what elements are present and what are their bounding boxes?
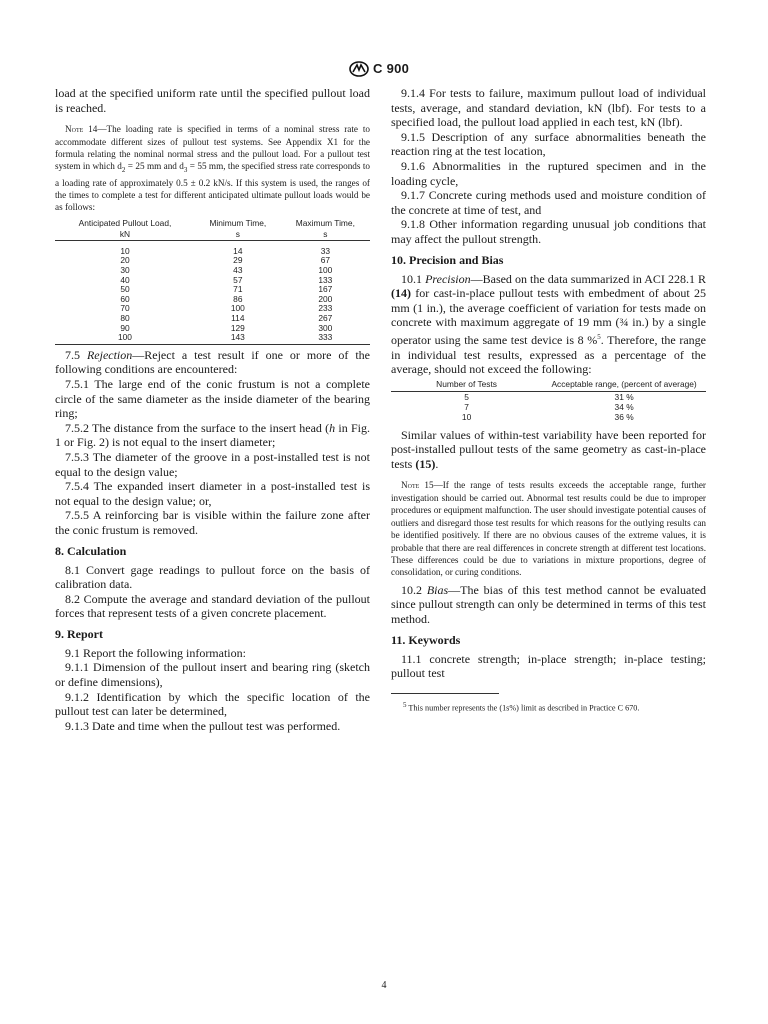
table-cell: 60	[120, 293, 130, 304]
table-cell: 34 %	[614, 401, 634, 412]
left-column	[55, 86, 370, 733]
table-cell: 40	[120, 274, 130, 285]
paragraph-9-1-5: 9.1.5 Description of any surface abnormalities beneath the reaction ring at the test location,	[391, 129, 706, 159]
table-cell: 129	[230, 322, 245, 333]
section-8-heading: 8. Calculation	[55, 543, 127, 558]
paragraph-7-5-1: 7.5.1 The large end of the conic frustum is not a complete circle of the same diameter as the inside diameter of the bearing ring;	[55, 376, 370, 421]
table-cell: 30	[120, 265, 130, 276]
paragraph-10-1: 10.1 Precision—Based on the data summarized in ACI 228.1 R (14) for cast-in-place pullout tests with embedment of about 25 mm (1 in.), the average coefficient of variation for tests made on concrete with maximum aggregate of 19 mm (¾ in.) by a single operator using the same test device is 8 %$^5$. Therefore, the range in individual test results, expressed as a percentage of the average, should not exceed the following:	[391, 271, 707, 377]
paragraph-9-1-8: 9.1.8 Other information regarding unusual job conditions that may affect the pullout strength.	[391, 217, 706, 246]
paragraph-9-1-2: 9.1.2 Identification by which the specific location of the pullout test can later be determined,	[55, 689, 370, 719]
table-cell: 36 %	[614, 411, 634, 422]
table-cell: 300	[318, 322, 333, 333]
load-table-header-cell: s	[281, 229, 370, 241]
precision-header-range: Acceptable range, (percent of average)	[542, 379, 706, 392]
table-cell: 200	[318, 293, 333, 304]
footnote-divider	[391, 693, 499, 694]
loading-time-table	[55, 218, 370, 345]
paragraph-9-1-7: 9.1.7 Concrete curing methods used and moisture condition of the concrete at time of test, and	[391, 188, 706, 217]
load-table-header-cell: s	[195, 229, 281, 241]
table-cell: 86	[233, 293, 243, 304]
table-cell: 7	[464, 401, 469, 412]
table-cell: 10	[461, 411, 472, 422]
table-cell: 71	[233, 284, 243, 295]
paragraph-7-5-4: 7.5.4 The expanded insert diameter in a post-installed test is not equal to the design value; or,	[55, 479, 370, 508]
table-cell: 20	[120, 255, 130, 266]
paragraph-similar-values: Similar values of within-test variability have been reported for post-installed pullout tests of the same geometry as cast-in-place tests (15).	[391, 427, 706, 471]
load-table-header-row	[55, 218, 370, 229]
paragraph-8-1: 8.1 Convert gage readings to pullout force on the basis of calibration data.	[55, 562, 370, 592]
precision-table	[391, 379, 706, 422]
section-11-heading: 11. Keywords	[391, 632, 461, 647]
table-cell: 50	[120, 284, 130, 295]
section-9-heading: 9. Report	[55, 626, 103, 641]
table-cell: 43	[233, 265, 243, 276]
paragraph-9-1-4: 9.1.4 For tests to failure, maximum pullout load of individual tests, average, and standard deviation, kN (lbf). For tests to a specified load, the pullout load applied in each test, kN (lbf).	[391, 86, 706, 130]
table-cell: 233	[318, 303, 333, 314]
table-cell: 114	[231, 313, 245, 324]
paragraph-8-2: 8.2 Compute the average and standard deviation of the pullout forces that represent tests of a given concrete placement.	[55, 591, 370, 621]
astm-logo-icon	[349, 61, 369, 77]
note-14: Note 14—The loading rate is specified in terms of a nominal stress rate to accommodate different sizes of pullout test systems. See Appendix X1 for the formula relating the nominal normal stress and the pullout load. For a pullout test system in which $d_2 = 25$ mm and $d_3 = 55$ mm, the specified stress rate corresponds to a loading rate of approximately 0.5 ± 0.2 kN/s. If this system is used, the ranges of the times to complete a test for different anticipated ultimate pullout loads would be as follows:	[55, 124, 370, 213]
table-cell: 33	[320, 245, 331, 256]
paragraph-7-5-3: 7.5.3 The diameter of the groove in a post-installed test is not equal to the design value;	[55, 449, 370, 479]
precision-header-tests: Number of Tests	[391, 379, 542, 392]
table-row	[55, 333, 370, 344]
table-cell: 133	[318, 274, 333, 285]
table-row	[391, 412, 706, 422]
table-cell: 67	[320, 255, 331, 266]
table-cell: 90	[120, 322, 130, 333]
paragraph-10-2: 10.2 Bias—The bias of this test method cannot be evaluated since pullout strength can only be determined in terms of this test method.	[391, 582, 707, 626]
table-row	[55, 240, 370, 256]
page-header	[0, 60, 768, 80]
load-table-header-cell: kN	[55, 229, 195, 241]
table-cell: 5	[464, 391, 469, 402]
paragraph-7-5-5: 7.5.5 A reinforcing bar is visible within the failure zone after the conic frustum is removed.	[55, 508, 370, 537]
load-table-header-row	[55, 229, 370, 241]
document-id: C 900	[373, 61, 410, 76]
table-cell: 31 %	[614, 391, 634, 402]
footnote-5: $^5$ This number represents the (1s%) limit as described in Practice C 670.	[403, 700, 640, 713]
paragraph-9-1-3: 9.1.3 Date and time when the pullout test was performed.	[65, 718, 341, 733]
table-cell: 80	[120, 313, 130, 324]
load-table-header-cell: Minimum Time,	[209, 217, 267, 228]
table-cell: 29	[233, 255, 243, 266]
table-cell: 10	[120, 245, 130, 256]
table-cell: 267	[318, 313, 333, 324]
paragraph-7-4-continuation: load at the specified uniform rate until the specified pullout load is reached.	[55, 86, 370, 115]
table-cell: 333	[281, 333, 370, 344]
paragraph-7-5: 7.5 Rejection—Reject a test result if one or more of the following conditions are encountered:	[55, 347, 371, 377]
paragraph-9-1-6: 9.1.6 Abnormalities in the ruptured specimen and in the loading cycle,	[391, 158, 706, 188]
right-column	[391, 86, 706, 713]
table-cell: 167	[318, 284, 333, 295]
table-row	[391, 391, 706, 402]
table-cell: 14	[233, 245, 243, 256]
table-cell: 100	[318, 265, 333, 276]
table-cell: 70	[120, 303, 130, 314]
section-10-heading: 10. Precision and Bias	[391, 252, 504, 267]
table-cell: 100	[230, 303, 245, 314]
load-table-header-cell: Anticipated Pullout Load,	[78, 217, 172, 228]
paragraph-11-1: 11.1 concrete strength; in-place strength; in-place testing; pullout test	[391, 651, 706, 681]
table-cell: 143	[195, 333, 281, 344]
note-14-lead: Note 14	[65, 124, 98, 135]
paragraph-9-1-1: 9.1.1 Dimension of the pullout insert and bearing ring (sketch or define dimensions),	[55, 660, 370, 690]
note-15-lead: Note 15	[401, 480, 434, 491]
table-row	[391, 402, 706, 412]
paragraph-9-1: 9.1 Report the following information:	[65, 645, 246, 660]
paragraph-7-5-2: 7.5.2 The distance from the surface to the insert head (h in Fig. 1 or Fig. 2) is not equal to the insert diameter;	[55, 420, 371, 450]
note-15: Note 15—If the range of tests results exceeds the acceptable range, further investigation should be carried out. Abnormal test results could be due to improper procedures or equipment malfunction. The user should investigate potential causes of outliers and disregard those test results for which reasons for the outlying results can be identified positively. If there are no obvious causes of the extreme values, it is probable that there are real differences in concrete strength at different test locations. These differences could be due to variations in mixture proportions, degree of consolidation, or curing conditions.	[391, 480, 706, 578]
load-table-header-cell: Maximum Time,	[295, 217, 355, 228]
page-number: 4	[381, 980, 387, 991]
table-cell: 57	[233, 274, 243, 285]
table-cell: 100	[55, 333, 195, 344]
